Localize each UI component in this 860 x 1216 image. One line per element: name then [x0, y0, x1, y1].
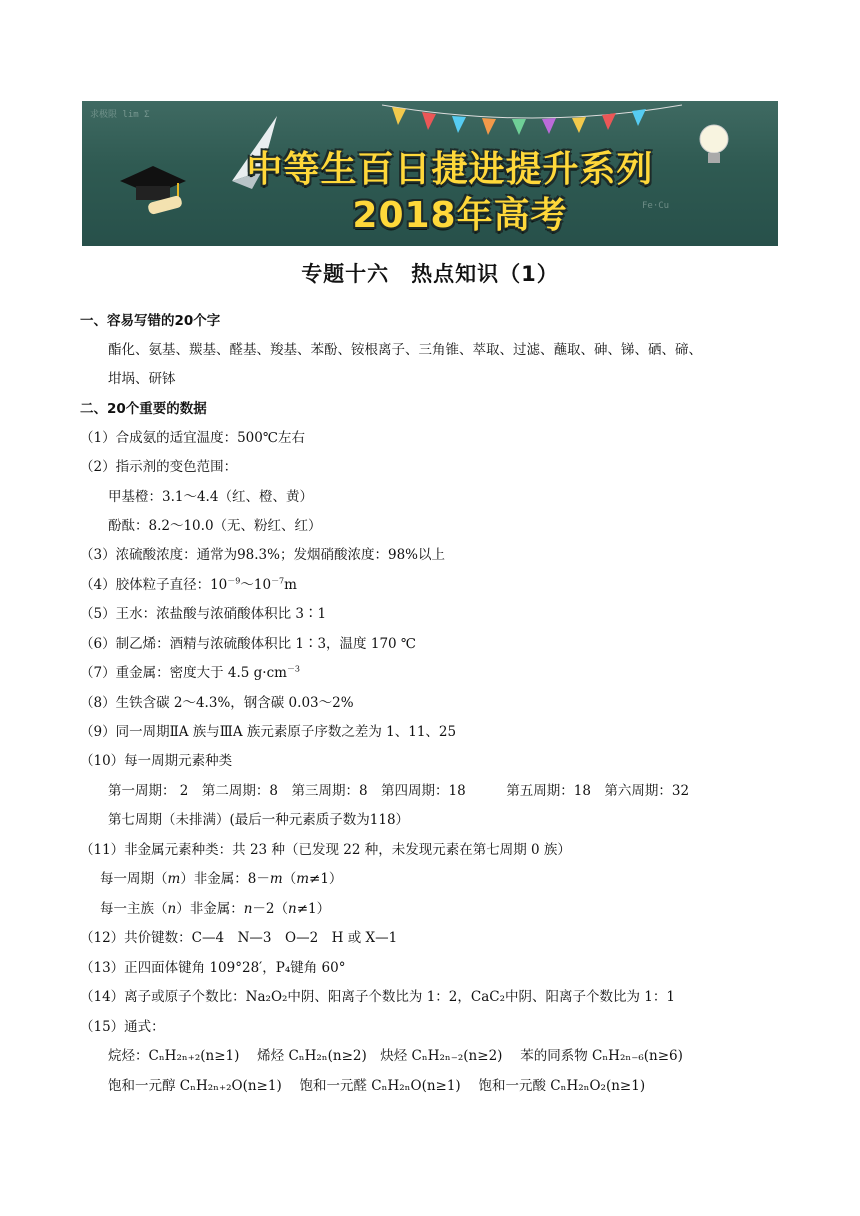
- list-item: （13）正四面体键角 109°28′，P₄键角 60°: [80, 960, 346, 976]
- list-subitem: [100, 900, 330, 918]
- list-subitem: [100, 870, 342, 888]
- banner-title-line1: 中等生百日捷进提升系列: [246, 149, 654, 190]
- list-item: （15）通式：: [80, 1019, 165, 1035]
- math-variable: m: [167, 871, 181, 887]
- list-item: （6）制乙烯：酒精与浓硫酸体积比 1∶3，温度 170 ℃: [80, 636, 417, 652]
- text-segment: －2（: [252, 901, 288, 917]
- paragraph-line: 酯化、氨基、羰基、醛基、羧基、苯酚、铵根离子、三角锥、萃取、过滤、蘸取、砷、锑、硒、碲、: [108, 342, 702, 358]
- section-heading-1: 一、容易写错的20个字: [80, 313, 221, 329]
- list-item: （9）同一周期ⅡA 族与ⅢA 族元素原子序数之差为 1、11、25: [80, 724, 457, 740]
- chalk-formula-decoration: 求极限 lim Σ: [90, 110, 150, 120]
- math-variable: m: [296, 871, 310, 887]
- text-segment: （7）重金属：密度大于 4.5 g·cm: [80, 665, 287, 681]
- list-item: （2）指示剂的变色范围：: [80, 459, 238, 475]
- text-segment: ～10: [240, 577, 272, 593]
- list-item: （12）共价键数：C—4 N—3 O—2 H 或 X—1: [80, 930, 398, 946]
- chalk-formula-decoration: Fe·Cu: [642, 201, 670, 211]
- list-item: [80, 664, 300, 682]
- header-banner: [82, 101, 778, 246]
- text-segment: ≠1）: [309, 871, 343, 887]
- list-subitem: 甲基橙：3.1～4.4（红、橙、黄）: [108, 489, 313, 505]
- superscript: －9: [227, 576, 241, 586]
- math-variable: n: [167, 901, 177, 917]
- list-item: （1）合成氨的适宜温度：500℃左右: [80, 430, 305, 446]
- superscript: －3: [286, 664, 301, 674]
- section-heading-2: 二、20个重要的数据: [80, 401, 207, 417]
- list-subitem: 酚酞：8.2～10.0（无、粉红、红）: [108, 518, 322, 534]
- math-variable: m: [269, 871, 283, 887]
- text-segment: ）非金属：: [176, 901, 244, 917]
- banner-title-line2: 2018年高考: [352, 195, 568, 236]
- list-subitem: 第七周期（未排满）(最后一种元素质子数为118）: [108, 812, 410, 828]
- text-segment: m: [284, 577, 297, 593]
- text-segment: （: [282, 871, 297, 887]
- superscript: －7: [271, 576, 285, 586]
- math-variable: n: [288, 901, 297, 917]
- list-item: （14）离子或原子个数比：Na₂O₂中阴、阳离子个数比为 1：2，CaC₂中阴、阳离子个数比为 1：1: [80, 989, 675, 1005]
- list-item: （8）生铁含碳 2～4.3%，钢含碳 0.03～2%: [80, 695, 354, 711]
- list-item: [80, 576, 297, 594]
- bunting-decoration: [382, 101, 682, 141]
- math-variable: n: [243, 901, 253, 917]
- text-segment: 每一周期（: [100, 871, 168, 887]
- list-item: （5）王水：浓盐酸与浓硝酸体积比 3∶1: [80, 606, 327, 622]
- list-item: （3）浓硫酸浓度：通常为98.3%；发烟硝酸浓度：98%以上: [80, 547, 445, 563]
- document-title: 专题十六 热点知识（1）: [301, 262, 559, 286]
- paragraph-line: 坩埚、研钵: [108, 371, 176, 387]
- list-item: （11）非金属元素种类：共 23 种（已发现 22 种，未发现元素在第七周期 0 族）: [80, 842, 571, 858]
- text-segment: ≠1）: [296, 901, 331, 917]
- list-subitem: 烷烃：CₙH₂ₙ₊₂(n≥1) 烯烃 CₙH₂ₙ(n≥2) 炔烃 CₙH₂ₙ₋₂(n≥2) 苯的同系物 CₙH₂ₙ₋₆(n≥6): [108, 1048, 683, 1064]
- list-subitem: 饱和一元醇 CₙH₂ₙ₊₂O(n≥1) 饱和一元醛 CₙH₂ₙO(n≥1) 饱和一元酸 CₙH₂ₙO₂(n≥1): [108, 1078, 646, 1094]
- text-segment: 每一主族（: [100, 901, 168, 917]
- text-segment: ）非金属：8－: [180, 871, 270, 887]
- list-item: （10）每一周期元素种类: [80, 753, 233, 769]
- text-segment: （4）胶体粒子直径：10: [80, 577, 228, 593]
- list-subitem: 第一周期： 2 第二周期：8 第三周期：8 第四周期：18 第五周期：18 第六周期：32: [108, 783, 690, 799]
